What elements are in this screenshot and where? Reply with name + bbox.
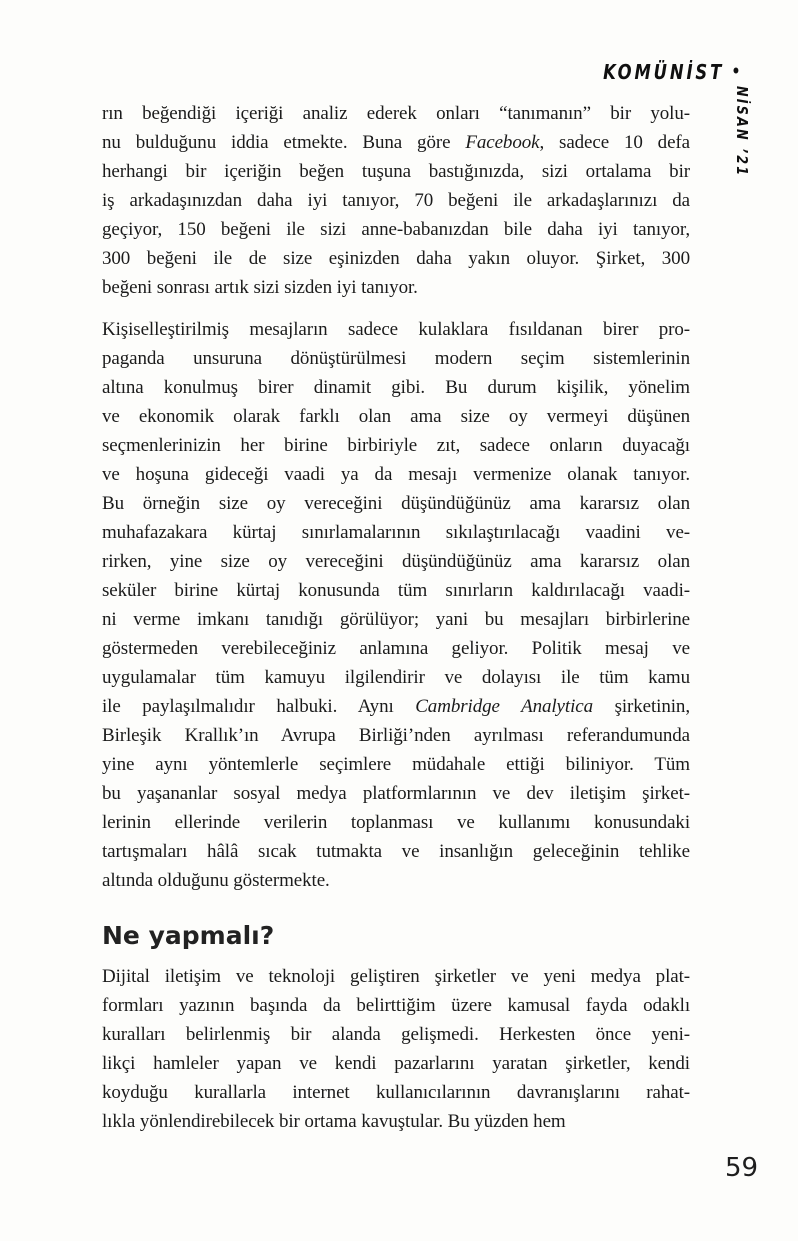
text-line: Dijital iletişim ve teknoloji geliştiren şirketler ve yeni medya plat- [102,966,690,987]
paragraph [102,99,690,302]
text-line: seçmenlerinizin her birine birbiriyle zıt, sadece onların duyacağı [102,435,690,456]
magazine-title: KOMÜNİST [602,60,724,84]
text-line: koyduğu kurallarla internet kullanıcılarının davranışlarını rahat- [102,1082,690,1103]
text-line: lerinin ellerinde verilerin toplanması ve kullanımı konusundaki [102,812,690,833]
italic-text: Cambridge Analytica [415,696,593,717]
paragraph [102,962,690,1136]
text-line: paganda unsuruna dönüştürülmesi modern seçim sistemlerinin [102,348,690,369]
text-line: iş arkadaşınızdan daha iyi tanıyor, 70 beğeni ile arkadaşlarınızı da [102,190,690,211]
italic-text: Facebook [465,132,540,153]
text-line: geçiyor, 150 beğeni ile sizi anne-babanızdan bile daha iyi tanıyor, [102,219,690,240]
text-line: bu yaşananlar sosyal medya platformlarının ve dev iletişim şirket- [102,783,690,804]
text-line: tartışmaları hâlâ sıcak tutmakta ve insanlığın geleceğinin tehlike [102,841,690,862]
text-line: Bu örneğin size oy vereceğini düşündüğünüz ama kararsız olan [102,493,690,514]
masthead-bullet-icon: • [731,62,740,82]
text-line: rın beğendiği içeriği analiz ederek onları “tanımanın” bir yolu- [102,103,690,124]
paragraph [102,315,690,895]
text-line: uygulamalar tüm kamuyu ilgilendirir ve dolayısı ile tüm kamu [102,667,690,688]
text-line: lıkla yönlendirebilecek bir ortama kavuştular. Bu yüzden hem [102,1111,566,1132]
text-line: altında olduğunu göstermekte. [102,870,330,891]
text-line: kuralları belirlenmiş bir alanda gelişmedi. Herkesten önce yeni- [102,1024,690,1045]
masthead [603,60,740,84]
text-line: Kişiselleştirilmiş mesajların sadece kulaklara fısıldanan birer pro- [102,319,690,340]
text-line: nu bulduğunu iddia etmekte. Buna göre Facebook, sadece 10 defa [102,132,690,153]
text-line: yine aynı yöntemlerle seçimlere müdahale ettiği biliniyor. Tüm [102,754,690,775]
issue-date-vertical: NİSAN ’21 [733,86,751,178]
text-line: ve hoşuna gideceği vaadi ya da mesajı vermenize olanak tanıyor. [102,464,690,485]
body-column [102,99,690,1149]
text-line: formları yazının başında da belirttiğim üzere kamusal fayda odaklı [102,995,690,1016]
text-line: rirken, yine size oy vereceğini düşündüğünüz ama kararsız olan [102,551,690,572]
text-line: muhafazakara kürtaj sınırlamalarının sıkılaştırılacağı vaadini ve- [102,522,690,543]
text-line: göstermeden verebileceğiniz anlamına geliyor. Politik mesaj ve [102,638,690,659]
text-line: ve ekonomik olarak farklı olan ama size oy vermeyi düşünen [102,406,690,427]
text-line: likçi hamleler yapan ve kendi pazarlarını yaratan şirketler, kendi [102,1053,690,1074]
text-line: altına konulmuş birer dinamit gibi. Bu durum kişilik, yönelim [102,377,690,398]
text-line: ni verme imkanı tanıdığı görülüyor; yani bu mesajları birbirlerine [102,609,690,630]
section-heading: Ne yapmalı? [102,921,275,950]
text-line: ile paylaşılmalıdır halbuki. Aynı Cambridge Analytica şirketinin, [102,696,690,717]
text-line: seküler birine kürtaj konusunda tüm sınırların kaldırılacağı vaadi- [102,580,690,601]
text-line: herhangi bir içeriğin beğen tuşuna bastığınızda, sizi ortalama bir [102,161,690,182]
text-line: beğeni sonrası artık sizi sizden iyi tanıyor. [102,277,418,298]
text-line: 300 beğeni ile de size eşinizden daha yakın oluyor. Şirket, 300 [102,248,690,269]
page-number: 59 [725,1153,759,1183]
text-line: Birleşik Krallık’ın Avrupa Birliği’nden ayrılması referandumunda [102,725,690,746]
